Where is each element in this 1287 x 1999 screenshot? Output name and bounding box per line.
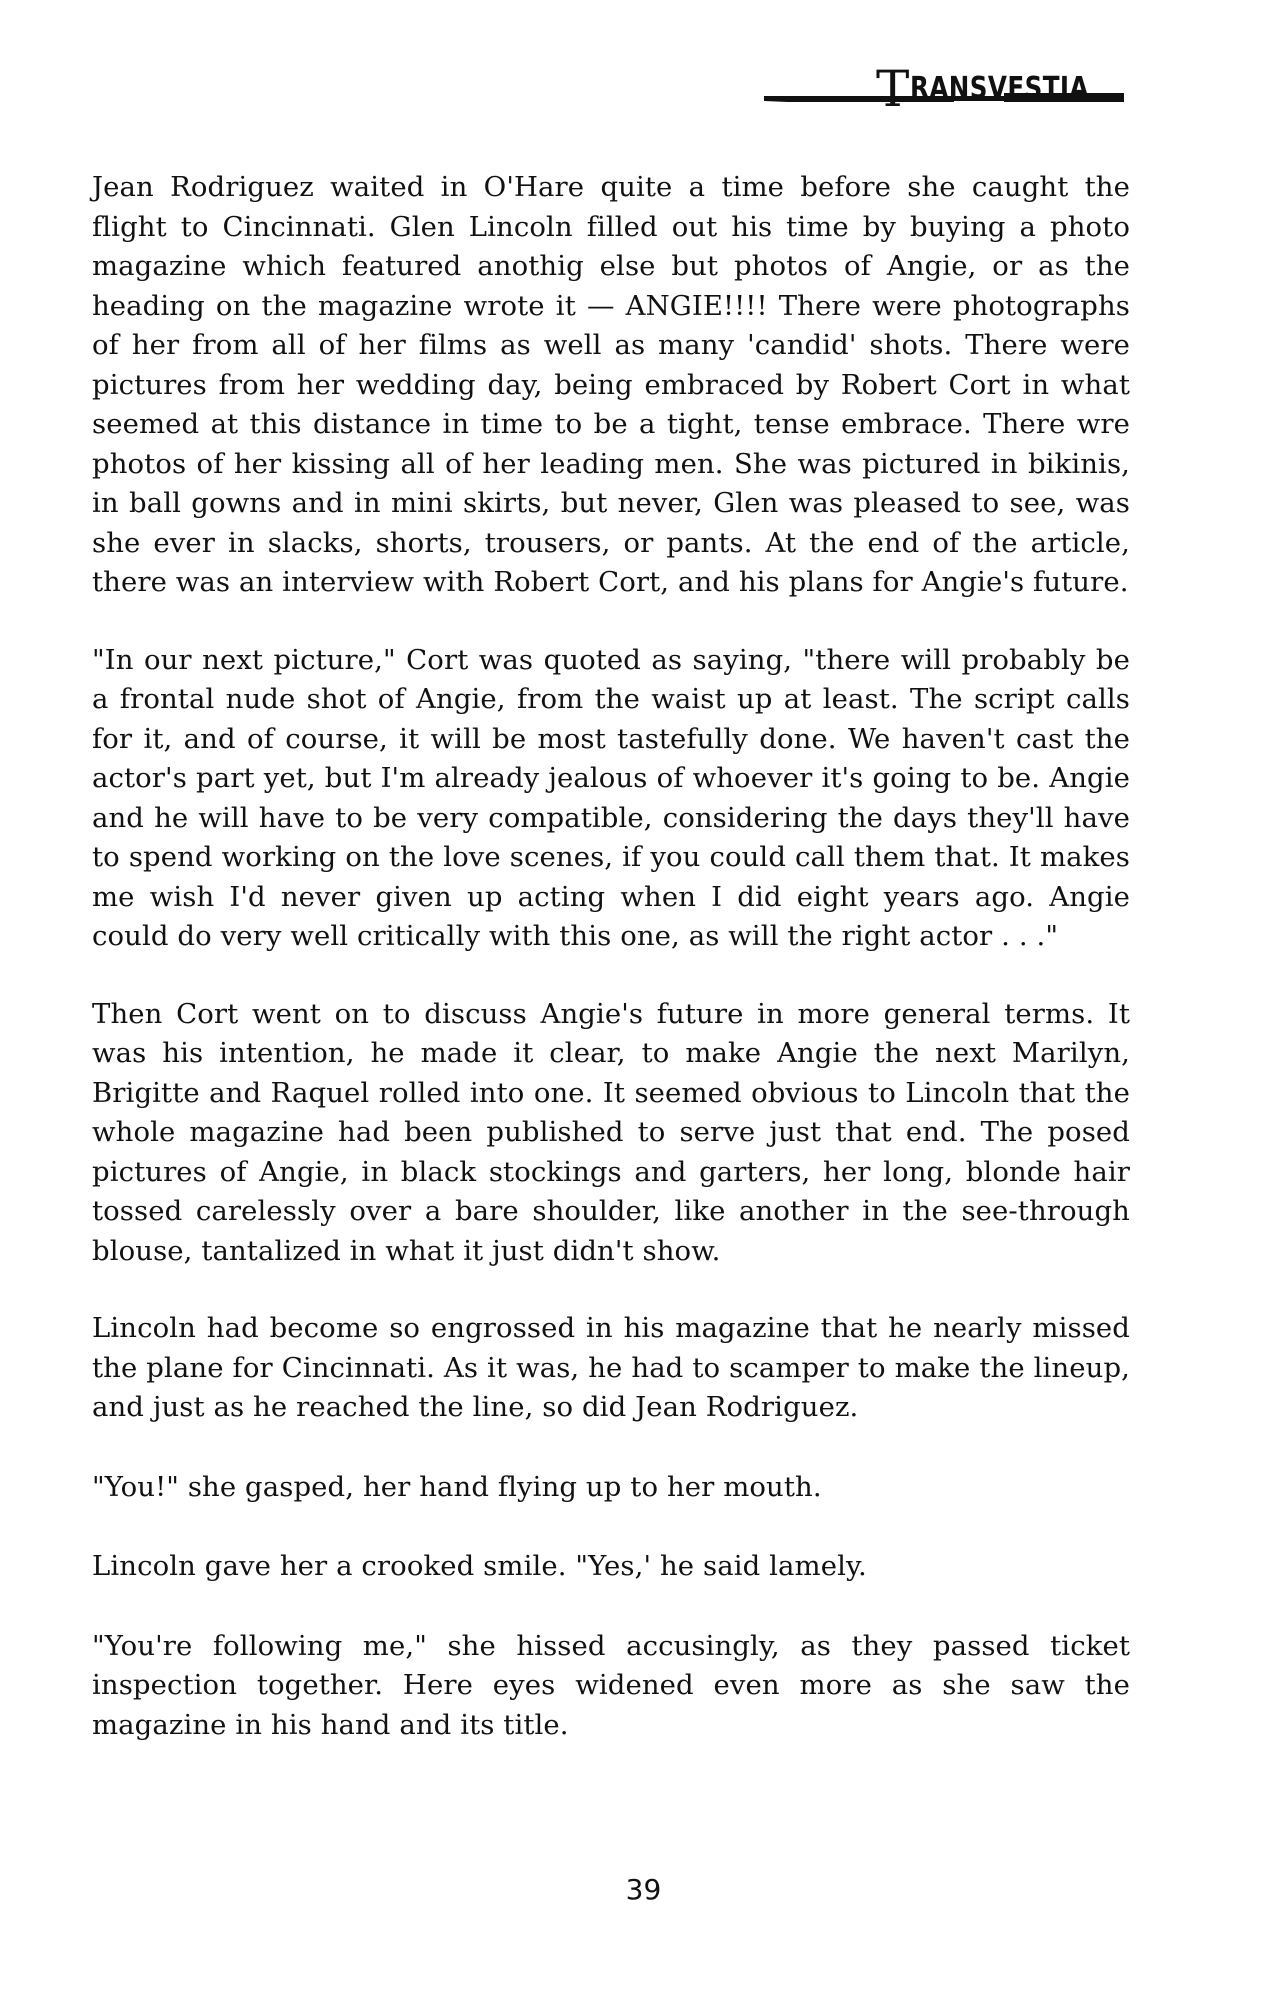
paragraph-5: "You!" she gasped, her hand flying up to her mouth. xyxy=(92,1470,822,1503)
running-title-initial: T xyxy=(876,60,911,118)
body-text xyxy=(92,168,1130,1745)
paragraph-3: Then Cort went on to discuss Angie's future in more general terms. It was his intention, he made it clear, to make Angie the next Marilyn, Brigitte and Raquel rolled into one. It seemed obvious to Lincoln that the whole magazine had been published to serve just that end. The posed pictures of Angie, in black stockings and garters, her long, blonde hair tossed carelessly over a bare shoulder, like another in the see-through blouse, tantalized in what it just didn't show. xyxy=(92,997,1130,1267)
paragraph-1: Jean Rodriguez waited in O'Hare quite a time before she caught the flight to Cincinnati. Glen Lincoln filled out his time by buying a photo magazine which featured anothig else but photos of Angie, or as the heading on the magazine wrote it — ANGIE!!!! There were photographs of her from all of her films as well as many 'candid' shots. There were pictures from her wedding day, being embraced by Robert Cort in what seemed at this distance in time to be a tight, tense embrace. There wre photos of her kissing all of her leading men. She was pictured in bikinis, in ball gowns and in mini skirts, but never, Glen was pleased to see, was she ever in slacks, shorts, trousers, or pants. At the end of the article, there was an interview with Robert Cort, and his plans for Angie's future. xyxy=(92,171,1130,598)
paragraph-2: "In our next picture," Cort was quoted as saying, "there will probably be a frontal nude shot of Angie, from the waist up at least. The script calls for it, and of course, it will be most tastefully done. We haven't cast the actor's part yet, but I'm already jealous of whoever it's going to be. Angie and he will have to be very compatible, considering the days they'll have to spend working on the love scenes, if you could call them that. It makes me wish I'd never given up acting when I did eight years ago. Angie could do very well critically with this one, as will the right actor . . ." xyxy=(92,643,1130,952)
paragraph-7: "You're following me," she hissed accusingly, as they passed ticket inspection together. Here eyes widened even more as she saw the magazine in his hand and its title. xyxy=(92,1629,1130,1741)
running-title-rest: RANSVESTIA xyxy=(910,71,1090,106)
running-title xyxy=(876,56,1129,118)
paragraph-4: Lincoln had become so engrossed in his magazine that he nearly missed the plane for Cincinnati. As it was, he had to scamper to make the lineup, and just as he reached the line, so did Jean Rodriguez. xyxy=(92,1312,1130,1423)
paragraph-6: Lincoln gave her a crooked smile. "Yes,' he said lamely. xyxy=(92,1550,867,1582)
page-number: 39 xyxy=(625,1873,662,1906)
running-header xyxy=(764,56,1124,126)
